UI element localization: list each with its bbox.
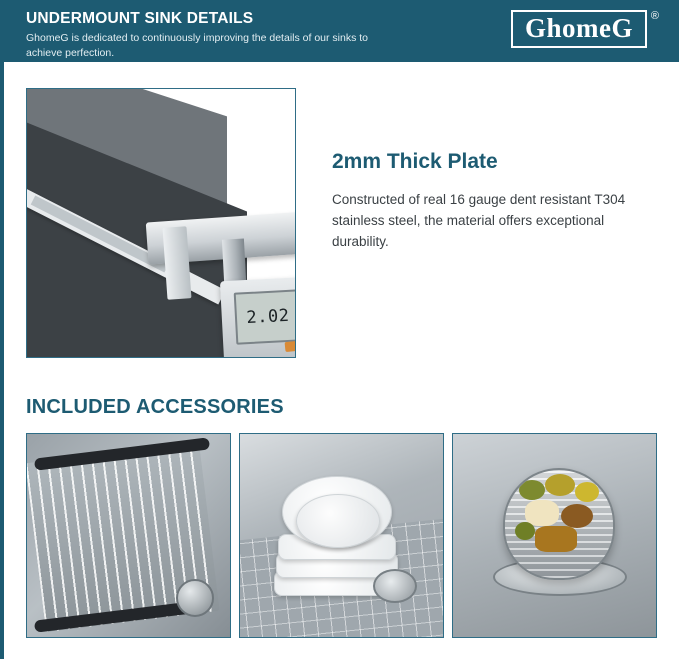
feature-headline: 2mm Thick Plate <box>332 150 498 173</box>
food-scrap <box>545 474 575 496</box>
feature-body-text: Constructed of real 16 gauge dent resistant T304 stainless steel, the material offers exceptional durability. <box>332 192 626 249</box>
food-scrap <box>525 500 559 526</box>
caliper-jaw-shape <box>163 226 192 299</box>
page-subtitle: GhomeG is dedicated to continuously improving the details of our sinks to achieve perfection. <box>26 32 369 60</box>
feature-section <box>4 62 679 358</box>
strainer-basket-shape <box>503 468 615 580</box>
accessories-section <box>4 358 679 638</box>
food-scrap <box>519 480 545 500</box>
header-text-block <box>26 8 376 61</box>
food-scrap <box>575 482 599 502</box>
sink-drain-icon <box>373 569 417 603</box>
registered-trademark-icon: ® <box>650 10 659 22</box>
sink-drain-icon <box>176 579 214 617</box>
page-header <box>4 0 679 62</box>
accessories-title: INCLUDED ACCESSORIES <box>26 396 284 418</box>
food-scrap <box>515 522 535 540</box>
food-scrap <box>561 504 593 528</box>
accessory-image-drying-rack <box>26 433 231 638</box>
feature-text-block <box>296 88 632 358</box>
plate-bowl <box>296 494 380 548</box>
accessory-image-plates-in-sink <box>239 433 444 638</box>
caliper-lcd-display <box>234 289 295 344</box>
caliper-sink-photo <box>27 89 295 357</box>
caliper-reading-value: 2.02 <box>246 305 290 329</box>
food-scrap <box>535 526 577 552</box>
brand-logo-text: GhomeG <box>525 13 633 43</box>
brand-logo <box>511 10 659 48</box>
feature-image-frame <box>26 88 296 358</box>
accessory-image-strainer <box>452 433 657 638</box>
page-title: UNDERMOUNT SINK DETAILS <box>26 10 254 27</box>
caliper-depth-rod-shape <box>285 340 295 352</box>
accessories-row <box>26 433 659 638</box>
